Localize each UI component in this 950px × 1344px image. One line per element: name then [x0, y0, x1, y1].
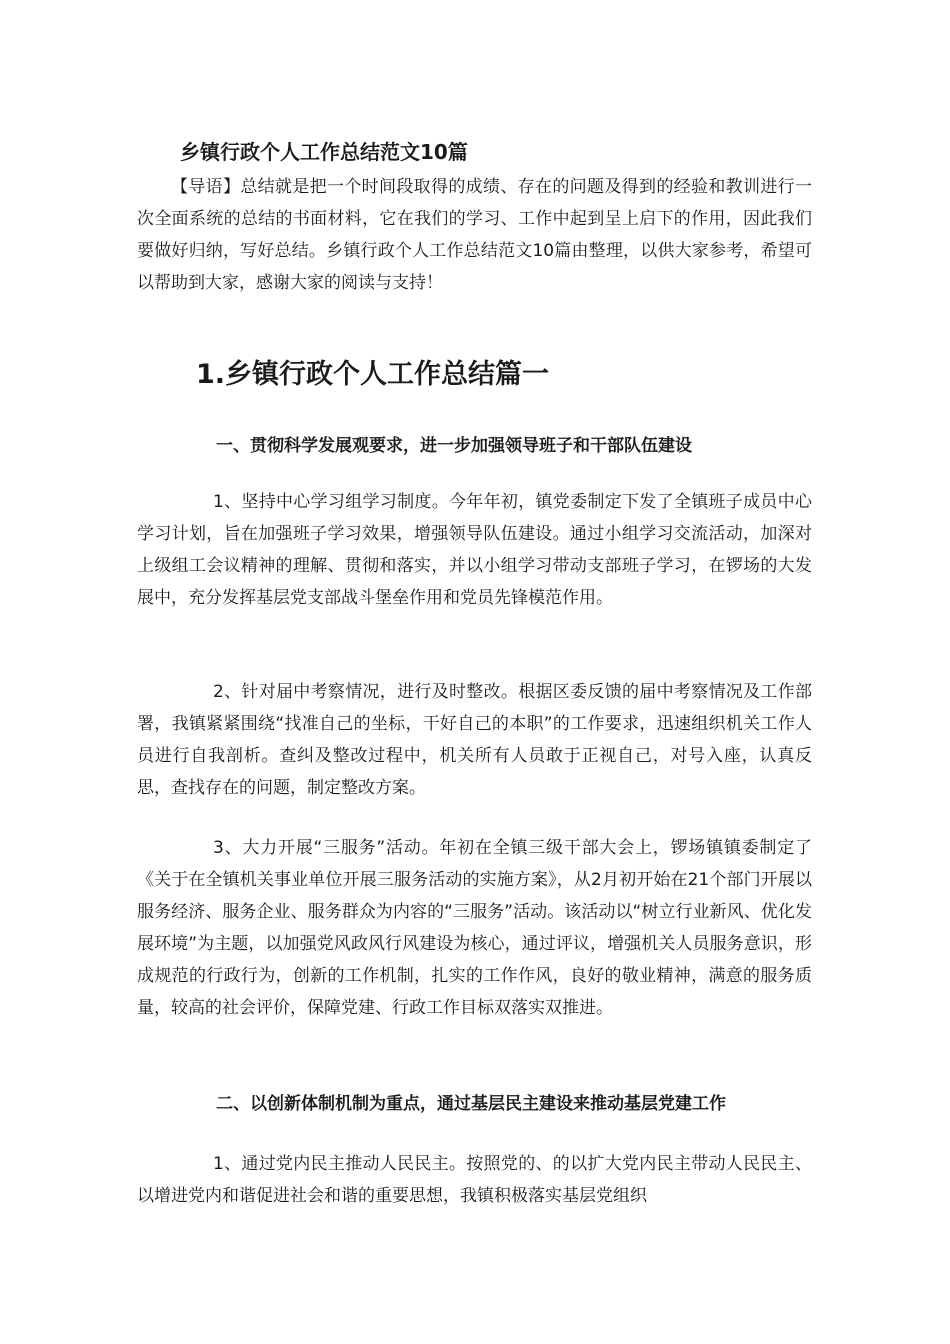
subsection-heading-1: 一、贯彻科学发展观要求，进一步加强领导班子和干部队伍建设	[216, 436, 692, 456]
document-title: 乡镇行政个人工作总结范文10篇	[180, 140, 468, 164]
paragraph-1-2: 2、针对届中考察情况，进行及时整改。根据区委反馈的届中考察情况及工作部署，我镇紧紧围绕“找准自己的坐标，干好自己的本职”的工作要求，迅速组织机关工作人员进行自我剖析。查纠及整改过程中，机关所有人员敢于正视自己，对号入座，认真反思，查找存在的问题，制定整改方案。	[137, 682, 812, 798]
section-heading-1: 1.乡镇行政个人工作总结篇一	[196, 359, 550, 390]
paragraph-2-1: 1、通过党内民主推动人民民主。按照党的、的以扩大党内民主带动人民民主、以增进党内和谐促进社会和谐的重要思想，我镇积极落实基层党组织	[137, 1154, 812, 1206]
paragraph-1-1: 1、坚持中心学习组学习制度。今年年初，镇党委制定下发了全镇班子成员中心学习计划，旨在加强班子学习效果，增强领导队伍建设。通过小组学习交流活动，加深对上级组工会议精神的理解、贯彻和落实，并以小组学习带动支部班子学习，在锣场的大发展中，充分发挥基层党支部战斗堡垒作用和党员先锋模范作用。	[137, 492, 812, 608]
intro-paragraph: 【导语】总结就是把一个时间段取得的成绩、存在的问题及得到的经验和教训进行一次全面系统的总结的书面材料，它在我们的学习、工作中起到呈上启下的作用，因此我们要做好归纳，写好总结。乡镇行政个人工作总结范文10篇由整理，以供大家参考，希望可以帮助到大家，感谢大家的阅读与支持！	[137, 177, 812, 293]
paragraph-1-3: 3、大力开展“三服务”活动。年初在全镇三级干部大会上，锣场镇镇委制定了《关于在全镇机关事业单位开展三服务活动的实施方案》，从2月初开始在21个部门开展以服务经济、服务企业、服务群众为内容的“三服务”活动。该活动以“树立行业新风、优化发展环境”为主题，以加强党风政风行风建设为核心，通过评议，增强机关人员服务意识，形成规范的行政行为，创新的工作机制，扎实的工作作风，良好的敬业精神，满意的服务质量，较高的社会评价，保障党建、行政工作目标双落实双推进。	[137, 838, 812, 1018]
subsection-heading-2: 二、以创新体制机制为重点，通过基层民主建设来推动基层党建工作	[216, 1094, 726, 1114]
